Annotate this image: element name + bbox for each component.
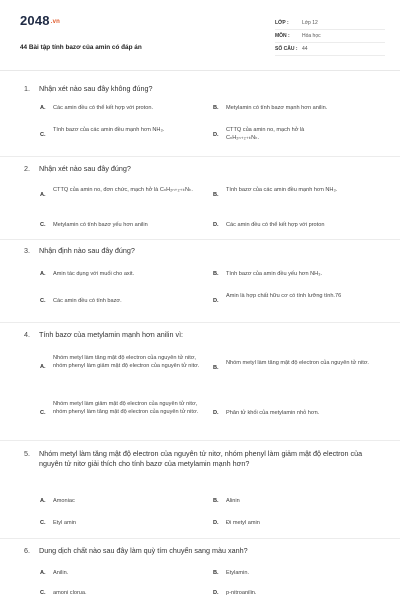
worksheet-page: 2048.vn 44 Bài tập tính bazơ của amin có đáp án LỚP : Lớp 12 MÔN : Hóa học SỐ CÂU : 44 1. Nhận xét nào sau đây không đúng? A. Các amin đều có thể kết hợp với proton. B. Metylamin có tính bazơ mạnh hơn anilin. C. Tính bazơ của các amin đều mạnh hơn NH₃. D. CTTQ của amin no, mạch hở là CₙH₂ₙ₊₂₊ₖNₖ. 2. Nhận xét nào sau đây đúng? A. CTTQ của amin no, đơn chức, mạch hở là CₙH₂ₙ₊₂₊ₖNₖ. B. Tính bazơ của các amin đều mạnh hơn NH₃. C. Metylamin có tính bazơ yếu hơn anilin D. Các amin đều có thể kết hợp với proton 3. Nhận định nào sau đây đúng? A. Amin tác dụng với muối cho axit. B. Tính bazơ của amin đều yếu hơn NH₃. C. Các amin đều có tính bazơ. D. Amin là hợp chất hữu cơ có tính lưỡng tính.76 4. Tính bazơ của metylamin mạnh hơn anilin vì: A. Nhóm metyl làm tăng mật độ electron của nguyên tử nitơ, nhóm phenyl làm giảm mật độ electron của nguyên tử nitơ. B. Nhóm metyl làm tăng mật độ electron của nguyên tử nitơ. C. Nhóm metyl làm giảm mật độ electron của nguyên tử nitơ, nhóm phenyl làm tăng mật độ electron của nguyên tử nitơ. D. Phân tử khối của metylamin nhỏ hơn. 5. Nhóm metyl làm tăng mật độ electron của nguyên tử nitơ, nhóm phenyl làm giảm mật độ electron của nguyên tử nitơ giải thích cho tính bazơ của metylamin mạnh hơn? A. Amoniac B. Alinin C. Etyl amin D. Đi metyl amin 6. Dung dịch chất nào sau đây làm quỳ tím chuyển sang màu xanh? A. Anilin. B. Etylamin. C. amoni clorua. D. p-nitroanilin. — [0, 0, 400, 600]
question-divider — [0, 538, 400, 539]
meta-row-grade — [275, 17, 385, 30]
question-2-stem: 2. Nhận xét nào sau đây đúng? — [24, 164, 131, 173]
question-divider — [0, 440, 400, 441]
meta-row-subject — [275, 30, 385, 43]
meta-key: SỐ CÂU : — [275, 46, 298, 52]
question-divider — [0, 322, 400, 323]
meta-key: LỚP : — [275, 20, 289, 26]
site-logo[interactable]: 2048.vn — [20, 13, 61, 28]
meta-value: 44 — [302, 46, 308, 52]
question-1-stem: 1. Nhận xét nào sau đây không đúng? — [24, 84, 153, 93]
meta-value: Hóa học — [302, 33, 321, 39]
meta-key: MÔN : — [275, 33, 290, 39]
meta-row-count — [275, 43, 385, 56]
question-6-stem: 6. Dung dịch chất nào sau đây làm quỳ tím chuyển sang màu xanh? — [24, 546, 248, 555]
header-divider — [0, 70, 400, 71]
question-divider — [0, 156, 400, 157]
page-header — [20, 13, 382, 63]
question-3-stem: 3. Nhận định nào sau đây đúng? — [24, 246, 135, 255]
page-title: 44 Bài tập tính bazơ của amin có đáp án — [20, 44, 142, 51]
worksheet-meta — [275, 17, 385, 56]
question-divider — [0, 239, 400, 240]
meta-value: Lớp 12 — [302, 20, 318, 26]
question-5-stem: 5. Nhóm metyl làm tăng mật độ electron của nguyên tử nitơ, nhóm phenyl làm giảm mật độ electron của nguyên tử nitơ giải thích cho tính bazơ của metylamin mạnh hơn? — [24, 449, 363, 468]
question-4-stem: 4. Tính bazơ của metylamin mạnh hơn anilin vì: — [24, 330, 184, 339]
